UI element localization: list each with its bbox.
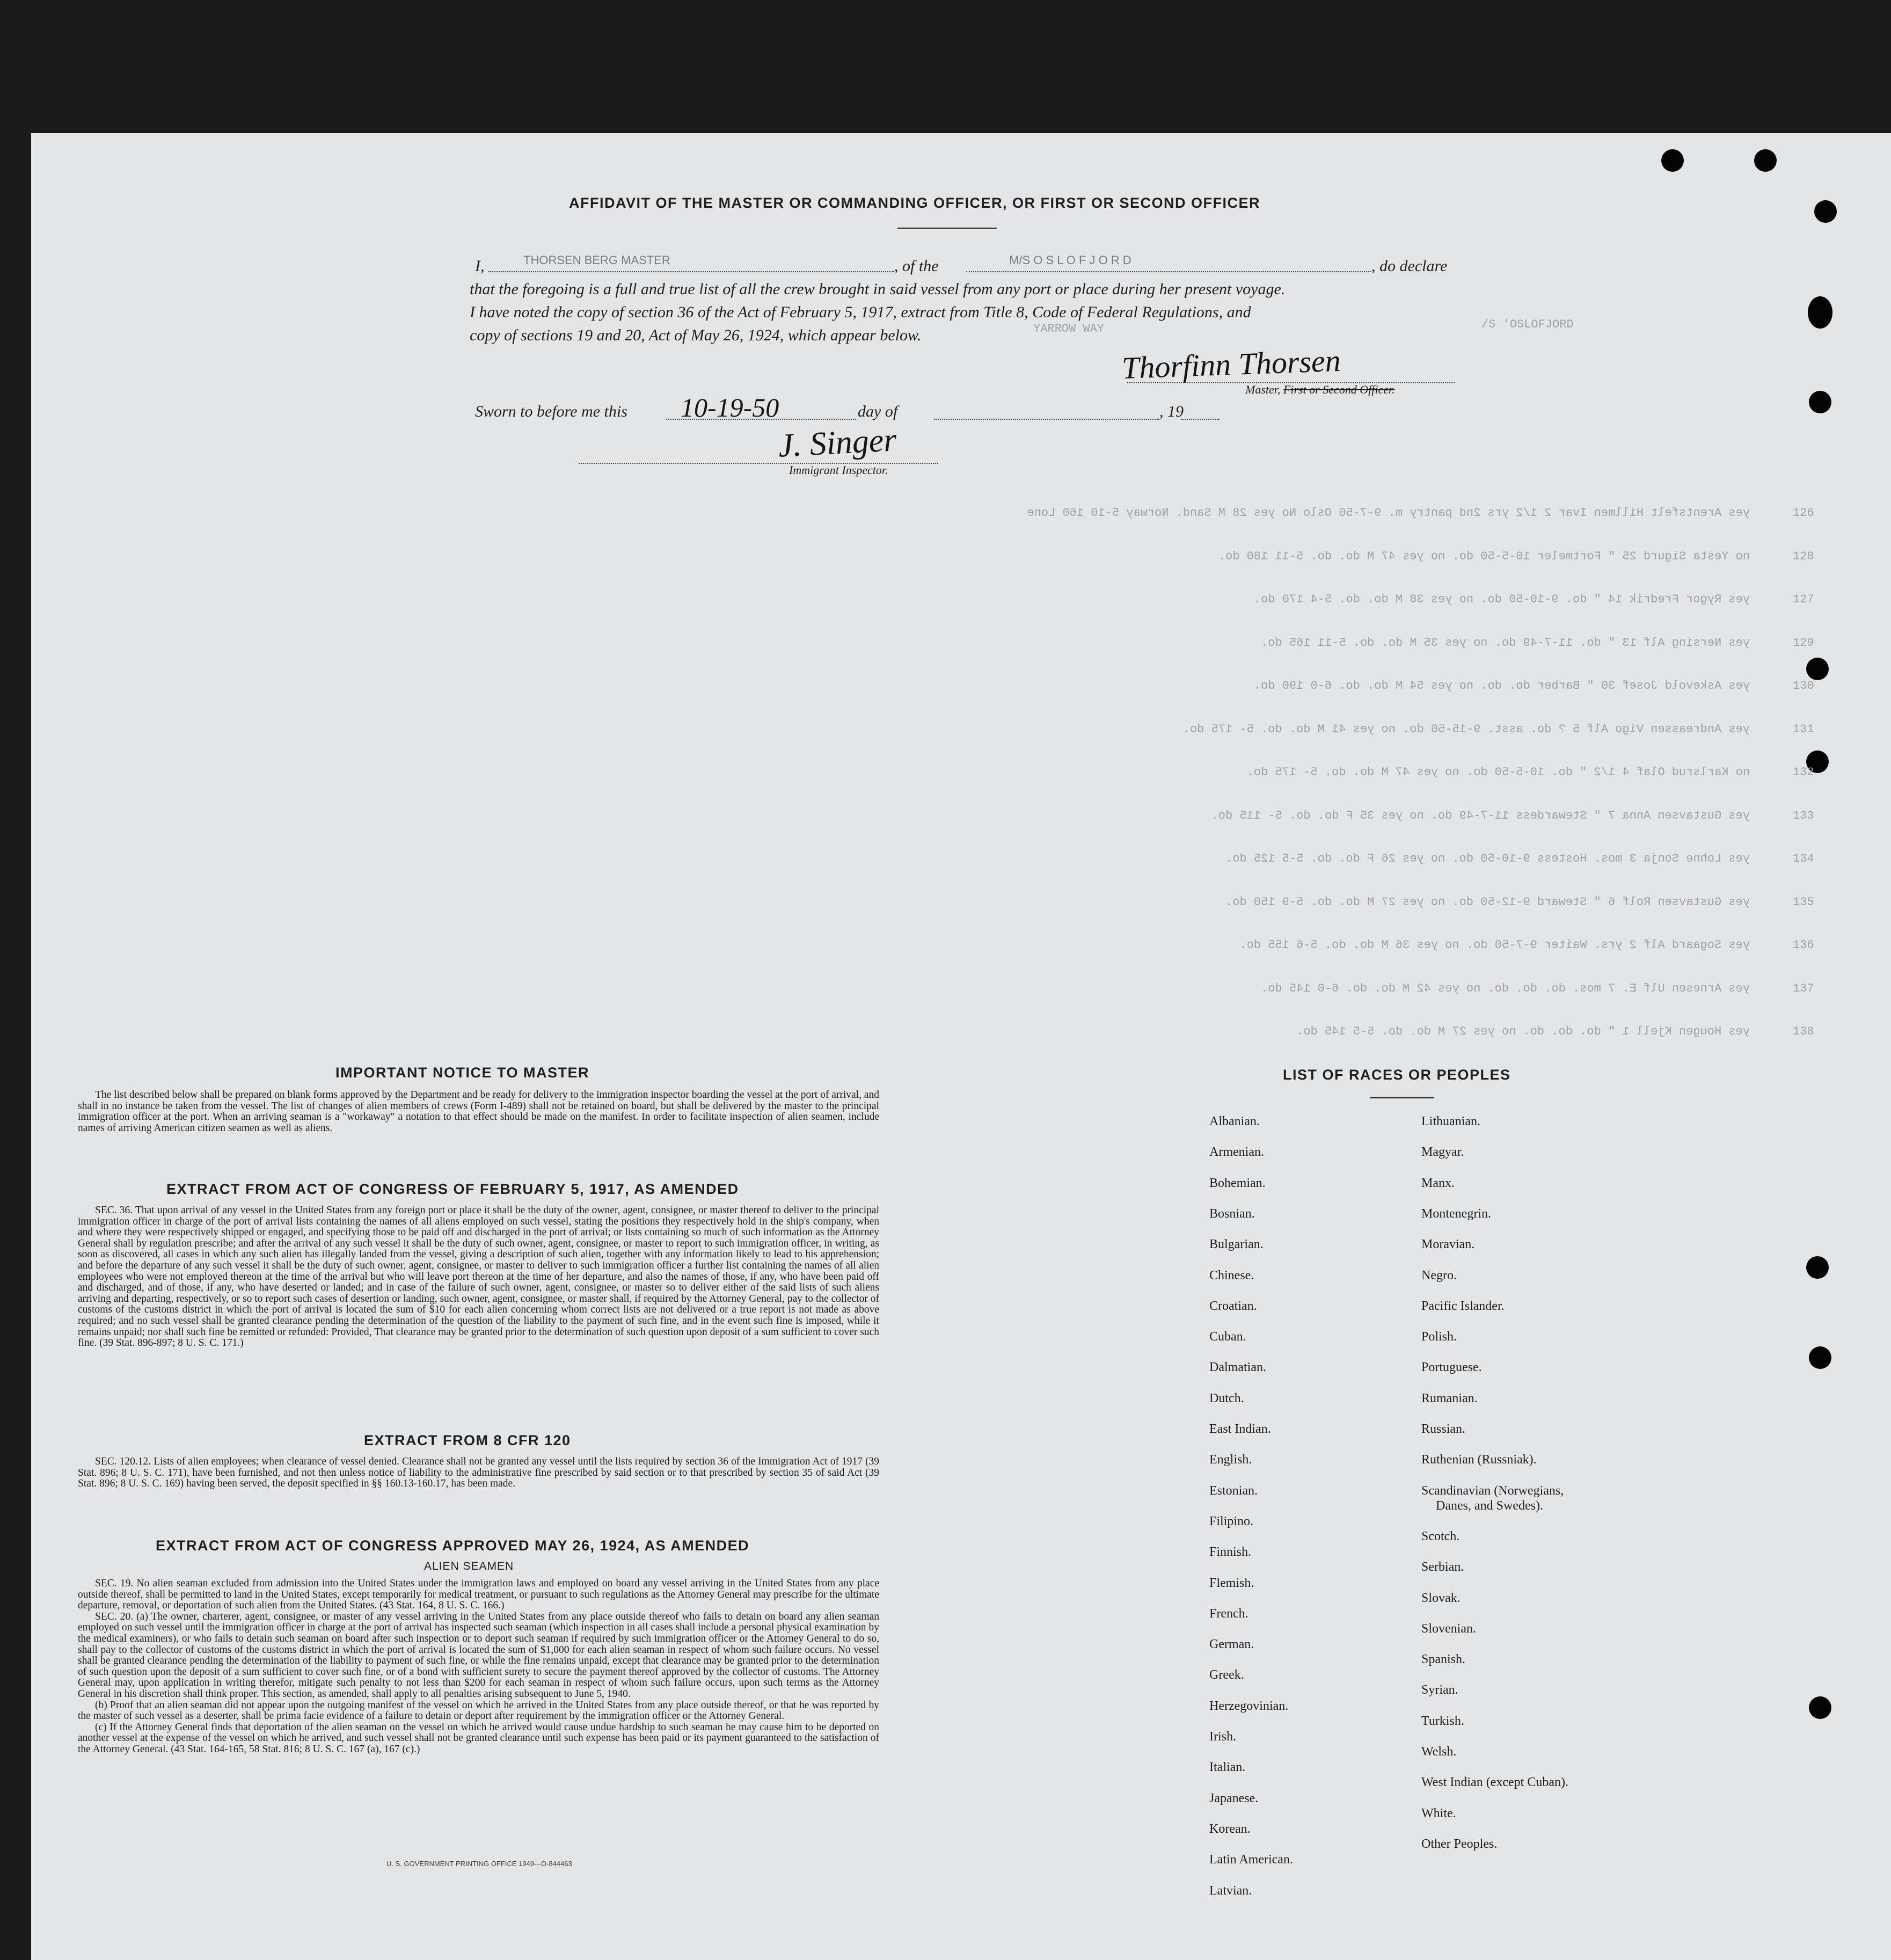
bleed-row-number: 136 bbox=[1793, 938, 1814, 952]
punch-hole bbox=[1754, 149, 1777, 172]
printing-office-imprint: U. S. GOVERNMENT PRINTING OFFICE 1949—O-844463 bbox=[386, 1860, 572, 1868]
bleed-row-text: yes Askevold Josef 30 " Barber do. do. no yes 54 M do. do. 6-0 190 do. bbox=[1253, 679, 1750, 693]
race-item: Portuguese. bbox=[1421, 1360, 1482, 1375]
extract-1924-sec20b: (b) Proof that an alien seaman did not appear upon the outgoing manifest of the vessel on which he arrived in the United States from any place outside thereof, or that he was reported by the master of such vessel as a deserter, shall be prima facie evidence of a failure to detain or deport after requirement by the immigration officer or the Attorney General. bbox=[78, 1699, 879, 1722]
race-item: Negro. bbox=[1421, 1268, 1457, 1283]
sworn-day-of: day of bbox=[858, 403, 898, 420]
bleed-row-text: no Karlsrud Olaf 4 1/2 " do. 10-5-50 do. no yes 47 M do. do. 5- 175 do. bbox=[1246, 766, 1750, 779]
sworn-year: , 19 bbox=[1159, 403, 1184, 420]
extract-1917-paragraph: SEC. 36. That upon arrival of any vessel in the United States from any foreign port or place it shall be the duty of the owner, agent, consignee, or master thereof to deliver to the principal immigration officer in charge of the port of arrival lists containing the names of all aliens employed on such vessel, stating the positions they respectively hold in the ship's company, when and where they were respectively shipped or engaged, and specifying those to be paid off and discharged in the port of arrival; or lists containing so much of such information as the Attorney General shall by regulation prescribe; and after the arrival of any such vessel it shall be the duty of such owner, agent, consignee, or master to report to such immigration officer, in writing, as soon as discovered, all cases in which any such alien has illegally landed from the vessel, giving a description of such alien, together with any information likely to lead to his apprehension; and before the departure of any such vessel it shall be the duty of such owner, agent, consignee, or master to deliver to such immigration officer a further list containing the names of all alien employees who were not employed thereon at the time of the arrival but who will leave port thereon at the time of her departure, and also the names of those, if any, who have been paid off and discharged, and of those, if any, who have deserted or landed; and in case of the failure of such owner, agent, consignee, or master so to deliver either of the said lists of such aliens arriving and departing, respectively, or so to report such cases of desertion or landing, such owner, agent, consignee, or master shall, if required by the Attorney General, pay to the collector of customs of the customs district in which the port of arrival is located the sum of $10 for each alien concerning whom correct lists are not delivered or a true report is not made as above required; and no such vessel shall be granted clearance pending the determination of the question of the liability to the payment of such fine, and in the event such fine is imposed, while it remains unpaid; nor shall such fine be remitted or refunded: Provided, That clearance may be granted prior to the determination of such question upon deposit of a sum sufficient to cover such fine. (39 Stat. 896-897; 8 U. S. C. 171.) bbox=[78, 1205, 879, 1349]
vessel-name-faint: M/S O S L O F J O R D bbox=[1009, 253, 1131, 267]
master-label bbox=[1245, 383, 1395, 397]
race-item: English. bbox=[1209, 1453, 1252, 1467]
race-item: Slovenian. bbox=[1421, 1621, 1476, 1636]
master-name-blank bbox=[488, 271, 894, 272]
inspector-signature: J. Singer bbox=[777, 421, 897, 464]
extract-1917-text bbox=[78, 1205, 879, 1349]
title-underline bbox=[897, 228, 997, 229]
extract-1924-sec20a: SEC. 20. (a) The owner, charterer, agent, consignee, or master of any vessel arriving in the United States from any place outside thereof who fails to detain on board any alien seaman employed on such vessel until the immigration officer in charge at the port of arrival has inspected such seaman (which inspection in all cases shall include a personal physical examination by the medical examiners), or who fails to detain such seaman on board after such inspection or to deport such seaman if required by such immigration officer or the Attorney General to do so, shall pay to the collector of customs of the customs district in which the port of arrival is located the sum of $1,000 for each alien seaman in respect of whom such failure occurs. No vessel shall be granted clearance pending the determination of the liability to payment of such fine, or while the fine remains unpaid, except that clearance may be granted prior to the determination of such question upon the deposit of a sum sufficient to cover such fine, or of a bond with sufficient surety to secure the payment thereof approved by the collector of customs. The Attorney General may, upon application in writing therefor, mitigate such penalty to not less than $200 for each seaman in respect of whom such failure occurs, upon such terms as the Attorney General in his discretion shall think proper. This section, as amended, shall apply to all penalties arising subsequent to June 5, 1940. bbox=[78, 1611, 879, 1700]
extract-1924-text bbox=[78, 1578, 879, 1755]
notice-title: IMPORTANT NOTICE TO MASTER bbox=[335, 1065, 589, 1081]
bleed-row-number: 129 bbox=[1793, 636, 1814, 650]
punch-hole bbox=[1808, 296, 1832, 329]
race-item: Korean. bbox=[1209, 1821, 1251, 1836]
extract-1917-title: EXTRACT FROM ACT OF CONGRESS OF FEBRUARY 5, 1917, AS AMENDED bbox=[166, 1181, 739, 1197]
race-item: Dutch. bbox=[1209, 1391, 1244, 1405]
punch-hole bbox=[1809, 1696, 1831, 1719]
race-item: Bohemian. bbox=[1209, 1176, 1266, 1190]
inspector-label: Immigrant Inspector. bbox=[789, 463, 888, 477]
affidavit-title: AFFIDAVIT OF THE MASTER OR COMMANDING OFFICER, OR FIRST OR SECOND OFFICER bbox=[569, 195, 1260, 211]
race-item: Rumanian. bbox=[1421, 1391, 1478, 1405]
race-item: Herzegovinian. bbox=[1209, 1699, 1289, 1713]
extract-1924-subtitle: ALIEN SEAMEN bbox=[424, 1560, 514, 1572]
bleed-row-number: 134 bbox=[1793, 852, 1814, 865]
bleed-row-text: yes Sogaard Alf 2 yrs. Waiter 9-7-50 do. no yes 36 M do. do. 5-6 155 do. bbox=[1239, 938, 1750, 952]
race-item: Ruthenian (Russniak). bbox=[1421, 1453, 1537, 1467]
race-item: Croatian. bbox=[1209, 1299, 1257, 1313]
race-item: Turkish. bbox=[1421, 1714, 1464, 1728]
punch-hole bbox=[1806, 1256, 1829, 1279]
race-item: West Indian (except Cuban). bbox=[1421, 1775, 1568, 1790]
punch-hole bbox=[1661, 149, 1684, 172]
race-item: Spanish. bbox=[1421, 1652, 1466, 1667]
bleed-row-number: 126 bbox=[1793, 506, 1814, 520]
affidavit-line1-middle: , of the bbox=[894, 257, 939, 275]
bleed-row-number: 131 bbox=[1793, 722, 1814, 736]
bleed-row-text: no Yesta Sigurd 25 " Fortmeler 10-5-50 do. no yes 47 M do. do. 5-11 180 do. bbox=[1218, 549, 1750, 563]
notice-paragraph: The list described below shall be prepared on blank forms approved by the Department and be ready for delivery to the immigration inspector boarding the vessel at the port of arrival, and shall in no instance be taken from the vessel. The list of changes of alien members of crews (Form I-489) shall not be retained on board, but shall be delivered by the master to the principal immigration officer at the port. When an arriving seaman is a "workaway" a notation to that effect should be made on the manifest. In order to facilitate inspection of alien seamen, include names of arriving American citizen seamen as well as aliens. bbox=[78, 1089, 879, 1134]
race-item: Bulgarian. bbox=[1209, 1237, 1264, 1252]
bleed-through-corner: /S 'OSLOFJORD bbox=[1481, 318, 1574, 331]
punch-hole bbox=[1809, 391, 1831, 413]
bleed-row-text: yes Hougen Kjell 1 " do. do. do. no yes 27 M do. do. 5-5 145 do. bbox=[1296, 1025, 1750, 1038]
bleed-row-number: 137 bbox=[1793, 981, 1814, 995]
extract-8cfr-text bbox=[78, 1456, 879, 1490]
race-item: Japanese. bbox=[1209, 1791, 1259, 1805]
race-item: Manx. bbox=[1421, 1176, 1455, 1190]
race-item: Danes, and Swedes). bbox=[1436, 1498, 1543, 1513]
race-item: Scotch. bbox=[1421, 1529, 1460, 1543]
race-item: Albanian. bbox=[1209, 1114, 1260, 1128]
races-title: LIST OF RACES OR PEOPLES bbox=[1283, 1067, 1511, 1083]
bleed-row-text: yes Nersing Alf 13 " do. 11-7-49 do. no yes 35 M do. do. 5-11 165 do. bbox=[1261, 636, 1750, 650]
sworn-year-blank bbox=[1181, 419, 1220, 420]
punch-hole bbox=[1806, 658, 1829, 680]
race-item: Finnish. bbox=[1209, 1545, 1252, 1560]
race-item: Bosnian. bbox=[1209, 1206, 1255, 1221]
extract-1924-title: EXTRACT FROM ACT OF CONGRESS APPROVED MAY 26, 1924, AS AMENDED bbox=[156, 1538, 750, 1554]
race-item: Montenegrin. bbox=[1421, 1206, 1491, 1221]
race-item: Greek. bbox=[1209, 1668, 1244, 1682]
race-item: Latvian. bbox=[1209, 1883, 1252, 1898]
affidavit-line4: copy of sections 19 and 20, Act of May 26, 1924, which appear below. bbox=[470, 326, 922, 344]
notice-text bbox=[78, 1090, 879, 1134]
extract-1924-sec20c: (c) If the Attorney General finds that deportation of the alien seaman on the vessel on which he arrived would cause undue hardship to such seaman he may cause him to be deported on another vessel at the expense of the vessel on which he arrived, and such vessel shall not be granted clearance until such expense has been paid or its payment guaranteed to the satisfaction of the Attorney General. (43 Stat. 164-165, 58 Stat. 816; 8 U. S. C. 167 (a), 167 (c).) bbox=[78, 1721, 879, 1755]
bleed-row-text: yes Andreassen Vigo Alf 5 ? do. asst. 9-15-50 do. no yes 41 M do. do. 5- 175 do. bbox=[1182, 722, 1750, 736]
bleed-row-number: 128 bbox=[1793, 549, 1814, 563]
race-item: Slovak. bbox=[1421, 1591, 1461, 1605]
race-item: White. bbox=[1421, 1806, 1456, 1820]
master-signature: Thorfinn Thorsen bbox=[1121, 343, 1341, 386]
race-item: Armenian. bbox=[1209, 1145, 1264, 1160]
races-title-underline bbox=[1370, 1097, 1434, 1098]
race-item: Serbian. bbox=[1421, 1560, 1464, 1575]
race-item: Estonian. bbox=[1209, 1483, 1258, 1498]
bleed-row-text: yes Rygor Fredrik 14 " do. 9-10-50 do. no yes 38 M do. do. 5-4 170 do. bbox=[1253, 593, 1750, 606]
race-item: French. bbox=[1209, 1606, 1249, 1621]
race-item: Magyar. bbox=[1421, 1145, 1464, 1160]
race-item: Scandinavian (Norwegians, bbox=[1421, 1483, 1564, 1498]
sworn-date-handwritten: 10-19-50 bbox=[681, 392, 779, 422]
race-item: Lithuanian. bbox=[1421, 1114, 1480, 1128]
race-item: Flemish. bbox=[1209, 1576, 1254, 1590]
bleed-through-header: YARROW WAY bbox=[1033, 322, 1105, 336]
affidavit-line1-end: , do declare bbox=[1371, 257, 1448, 275]
bleed-row-number: 135 bbox=[1793, 895, 1814, 909]
race-item: Polish. bbox=[1421, 1330, 1457, 1344]
extract-1924-sec19: SEC. 19. No alien seaman excluded from admission into the United States under the immigration laws and employed on board any vessel arriving in the United States from any place outside thereof, shall be permitted to land in the United States, except temporarily for medical treatment, or pursuant to such regulations as the Attorney General may prescribe for the ultimate departure, removal, or deportation of such alien from the United States. (43 Stat. 164, 8 U. S. C. 166.) bbox=[78, 1578, 879, 1612]
race-item: Filipino. bbox=[1209, 1514, 1254, 1528]
bleed-row-number: 132 bbox=[1793, 766, 1814, 779]
bleed-row-text: yes Gustavsen Rolf 6 " Steward 9-12-50 do. no yes 27 M do. do. 5-9 150 do. bbox=[1225, 895, 1750, 909]
affidavit-line1-start: I, bbox=[475, 257, 485, 275]
sworn-month-blank bbox=[934, 419, 1159, 420]
officer-label-struck: First or Second Officer. bbox=[1283, 383, 1395, 396]
race-item: German. bbox=[1209, 1637, 1254, 1652]
bleed-row-number: 133 bbox=[1793, 808, 1814, 822]
race-item: Moravian. bbox=[1421, 1237, 1475, 1252]
race-item: Pacific Islander. bbox=[1421, 1299, 1505, 1313]
bleed-row-number: 130 bbox=[1793, 679, 1814, 693]
punch-hole bbox=[1814, 200, 1837, 223]
master-name-faint: THORSEN BERG MASTER bbox=[523, 253, 670, 267]
race-item: Chinese. bbox=[1209, 1268, 1254, 1283]
race-item: Russian. bbox=[1421, 1422, 1466, 1436]
vessel-name-blank bbox=[966, 271, 1371, 272]
bleed-row-number: 127 bbox=[1793, 593, 1814, 606]
race-item: Cuban. bbox=[1209, 1330, 1246, 1344]
race-item: East Indian. bbox=[1209, 1422, 1271, 1436]
affidavit-line3: I have noted the copy of section 36 of the Act of February 5, 1917, extract from Title 8, Code of Federal Regulations, and bbox=[470, 303, 1251, 321]
race-item: Dalmatian. bbox=[1209, 1360, 1266, 1375]
bleed-row-text: yes Gustavsen Anna 7 " Stewardess 11-7-49 do. no yes 35 F do. do. 5- 115 do. bbox=[1211, 808, 1750, 822]
sworn-text: Sworn to before me this bbox=[475, 403, 627, 420]
race-item: Syrian. bbox=[1421, 1683, 1458, 1697]
bleed-row-number: 138 bbox=[1793, 1025, 1814, 1038]
bleed-row-text: yes Lohne Sonja 3 mos. Hostess 9-10-50 do. no yes 26 F do. do. 5-5 125 do. bbox=[1225, 852, 1750, 865]
bleed-row-text: yes Arentsfelt Hillmen Ivar 2 1/2 yrs 2nd pantry m. 9-7-50 Oslo No yes 28 M Sand. Norway 5-10 160 Lone bbox=[1027, 506, 1750, 520]
bleed-row-text: yes Arnesen Ulf E. 7 mos. do. do. do. no yes 42 M do. do. 6-0 145 do. bbox=[1261, 981, 1750, 995]
race-item: Latin American. bbox=[1209, 1853, 1293, 1867]
race-item: Irish. bbox=[1209, 1730, 1236, 1744]
master-label-text: Master, bbox=[1245, 383, 1281, 396]
extract-8cfr-title: EXTRACT FROM 8 CFR 120 bbox=[364, 1432, 571, 1448]
race-item: Italian. bbox=[1209, 1760, 1246, 1775]
punch-hole bbox=[1809, 1346, 1831, 1369]
race-item: Welsh. bbox=[1421, 1745, 1457, 1759]
race-item: Other Peoples. bbox=[1421, 1837, 1498, 1851]
extract-8cfr-paragraph: SEC. 120.12. Lists of alien employees; when clearance of vessel denied. Clearance shall not be granted any vessel until the lists required by section 36 of the Immigration Act of 1917 (39 Stat. 896; 8 U. S. C. 171), have been furnished, and not then unless notice of liability to the administrative fine prescribed by said section or to that prescribed by section 35 of said Act (39 Stat. 896; 8 U. S. C. 169) having been served, the deposit specified in §§ 160.13-160.17, has been made. bbox=[78, 1456, 879, 1490]
affidavit-line2: that the foregoing is a full and true list of all the crew brought in said vessel from any port or place during her present voyage. bbox=[470, 280, 1286, 298]
